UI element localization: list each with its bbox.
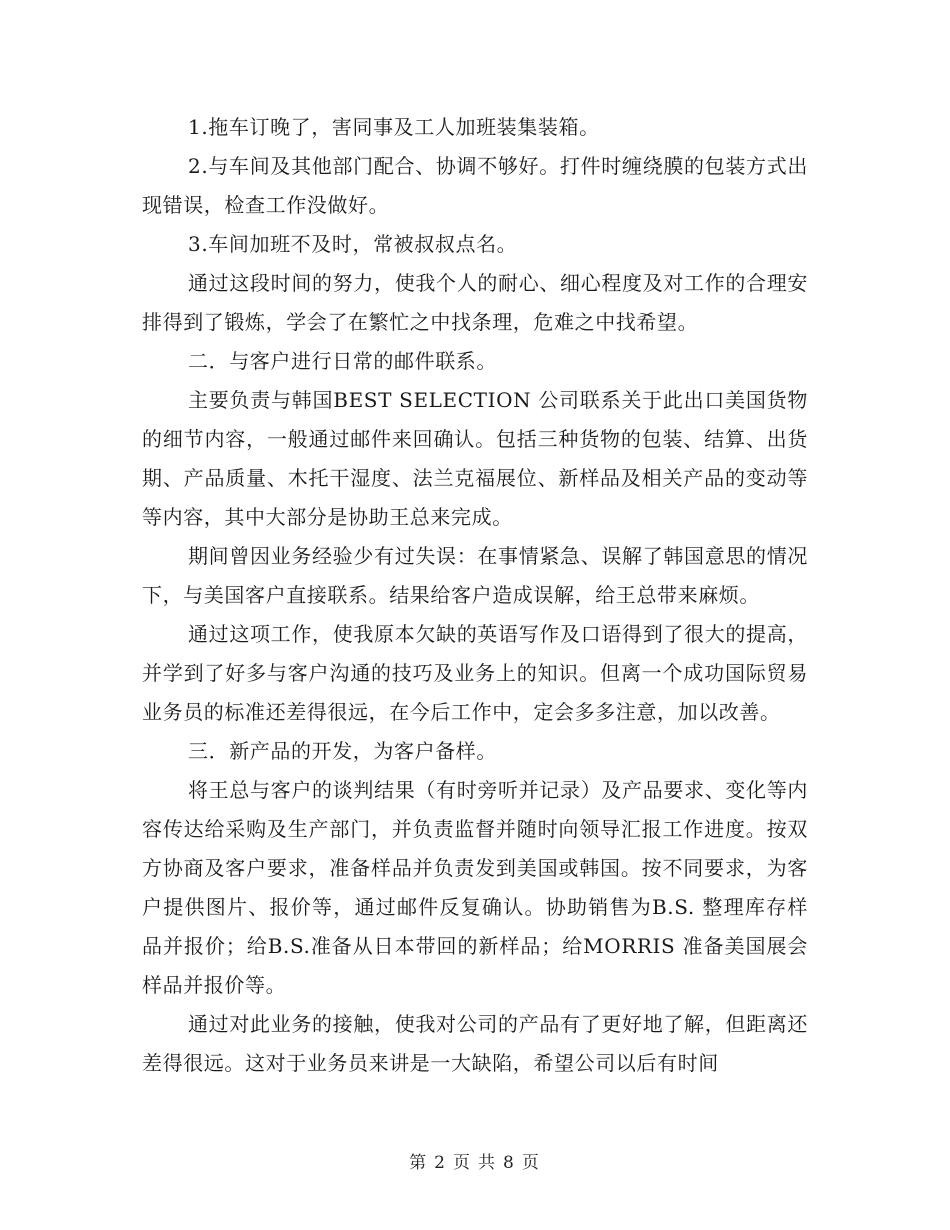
page-footer xyxy=(0,1148,950,1173)
paragraph-7: 期间曾因业务经验少有过失误：在事情紧急、误解了韩国意思的情况下，与美国客户直接联系。结果给客户造成误解，给王总带来麻烦。 xyxy=(142,544,808,607)
section-heading-3: 三．新产品的开发，为客户备样。 xyxy=(188,739,497,763)
footer-total-word: 共 xyxy=(478,1153,497,1173)
footer-prefix: 第 xyxy=(409,1153,429,1173)
section-heading-2: 二．与客户进行日常的邮件联系。 xyxy=(188,349,497,373)
footer-total-pages: 8 xyxy=(503,1153,516,1173)
paragraph-11: 通过对此业务的接触，使我对公司的产品有了更好地了解，但距离还差得很远。这对于业务员来讲是一大缺陷，希望公司以后有时间 xyxy=(142,1012,808,1075)
paragraph-4: 通过这段时间的努力，使我个人的耐心、细心程度及对工作的合理安排得到了锻炼，学会了在繁忙之中找条理，危难之中找希望。 xyxy=(142,271,808,334)
footer-current-page: 2 xyxy=(434,1153,447,1173)
footer-suffix: 页 xyxy=(521,1153,541,1173)
footer-page-word: 页 xyxy=(453,1153,472,1173)
paragraph-8: 通过这项工作，使我原本欠缺的英语写作及口语得到了很大的提高，并学到了好多与客户沟通的技巧及业务上的知识。但离一个成功国际贸易业务员的标准还差得很远，在今后工作中，定会多多注意，加以改善。 xyxy=(142,622,808,724)
paragraph-10: 将王总与客户的谈判结果（有时旁听并记录）及产品要求、变化等内容传达给采购及生产部门，并负责监督并随时向领导汇报工作进度。按双方协商及客户要求，准备样品并负责发到美国或韩国。按不同要求，为客户提供图片、报价等，通过邮件反复确认。协助销售为B.S. 整理库存样品并报价；给B.S.准备从日本带回的新样品；给MORRIS 准备美国展会样品并报价等。 xyxy=(142,778,808,997)
paragraph-3: 3.车间加班不及时，常被叔叔点名。 xyxy=(188,232,518,256)
paragraph-1: 1.拖车订晚了，害同事及工人加班装集装箱。 xyxy=(188,115,600,139)
document-body xyxy=(142,108,808,1083)
paragraph-6: 主要负责与韩国BEST SELECTION 公司联系关于此出口美国货物的细节内容，一般通过邮件来回确认。包括三种货物的包装、结算、出货期、产品质量、木托干湿度、法兰克福展位、新样品及相关产品的变动等等内容，其中大部分是协助王总来完成。 xyxy=(142,388,808,529)
paragraph-2: 2.与车间及其他部门配合、协调不够好。打件时缠绕膜的包装方式出现错误，检查工作没做好。 xyxy=(142,154,808,217)
